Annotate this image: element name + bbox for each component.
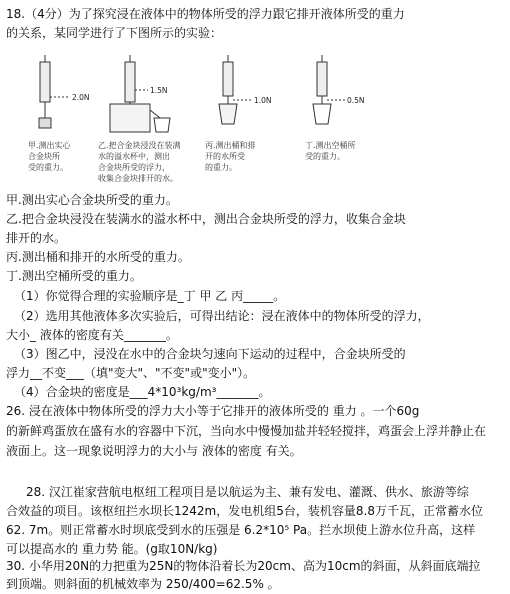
step-yi: 乙.把合金块浸没在装满水的溢水杯中，测出合金块所受的浮力，收集合金块 <box>6 212 406 226</box>
spring-scale-ding <box>313 55 345 124</box>
q18-part2a: （2）选用其他液体多次实验后，可得出结论：浸在液体中的物体所受的浮力， <box>14 309 430 323</box>
q18-part4: （4）合金块的密度是___4*10³kg/m³_______。 <box>14 385 271 399</box>
q30-line1: 30. 小华用20N的力把重为25N的物体沿着长为20cm、高为10cm的斜面，从斜面底端拉 <box>6 559 481 573</box>
caption-bing: 丙.测出桶和排 开的水所受 的重力。 <box>205 141 256 172</box>
q28-line2: 合效益的项目。该枢纽拦水坝长1242m，发电机组5台，装机容量8.8万千瓦，正常蓄水位 <box>6 504 483 518</box>
q18-part1: （1）你觉得合理的实验顺序是_丁 甲 乙 丙_____。 <box>14 289 286 303</box>
reading-jia: 2.0N <box>72 93 90 102</box>
q30-line2: 到顶端。则斜面的机械效率为 250/400=62.5% 。 <box>6 577 280 591</box>
step-bing: 丙.测出桶和排开的水所受的重力。 <box>6 250 190 264</box>
q26-line1: 26. 浸在液体中物体所受的浮力大小等于它排开的液体所受的 重力 。一个60g <box>6 404 420 418</box>
reading-yi: 1.5N <box>150 86 168 95</box>
caption-ding: 丁.测出空桶所 受的重力。 <box>305 141 356 161</box>
reading-bing: 1.0N <box>254 96 272 105</box>
q18-part2b: 大小_ 液体的密度有关_______。 <box>6 328 178 342</box>
q28-line4: 可以提高水的 重力势 能。(g取10N/kg) <box>6 542 218 556</box>
reading-ding: 0.5N <box>347 96 365 105</box>
q18-header: 18.（4分）为了探究浸在液体中的物体所受的浮力跟它排开液体所受的重力 <box>6 7 405 21</box>
step-yi-cont: 排开的水。 <box>6 231 67 245</box>
caption-jia: 甲.测出实心 合金块所 受的重力。 <box>28 141 71 172</box>
step-ding: 丁.测出空桶所受的重力。 <box>6 269 142 283</box>
spring-scale-bing <box>219 55 252 124</box>
q26-line2: 的新鲜鸡蛋放在盛有水的容器中下沉，当向水中慢慢加盐并轻轻搅拌，鸡蛋会上浮并静止在 <box>6 424 487 438</box>
q18-part3b: 浮力__不变___（填"变大"、"不变"或"变小"）。 <box>6 366 256 380</box>
step-jia: 甲.测出实心合金块所受的重力。 <box>6 193 178 207</box>
q18-header-2: 的关系，某同学进行了下图所示的实验： <box>6 26 223 40</box>
q18-part3a: （3）图乙中，浸没在水中的合金块匀速向下运动的过程中，合金块所受的 <box>14 347 406 361</box>
q26-line3: 液面上。这一现象说明浮力的大小与 液体的密度 有关。 <box>6 444 302 458</box>
q28-line3: 62. 7m。则正常蓄水时坝底受到水的压强是 6.2*10⁵ Pa。拦水坝使上游水位升高，这样 <box>6 523 476 537</box>
spring-scale-jia <box>39 55 70 128</box>
caption-yi: 乙.把合金块浸没在装满 水的溢水杯中，测出 合金块所受的浮力， 收集合金块排开的水。 <box>98 141 181 183</box>
q28-line1: 28. 汉江崔家营航电枢纽工程项目是以航运为主、兼有发电、灌溉、供水、旅游等综 <box>26 485 469 499</box>
